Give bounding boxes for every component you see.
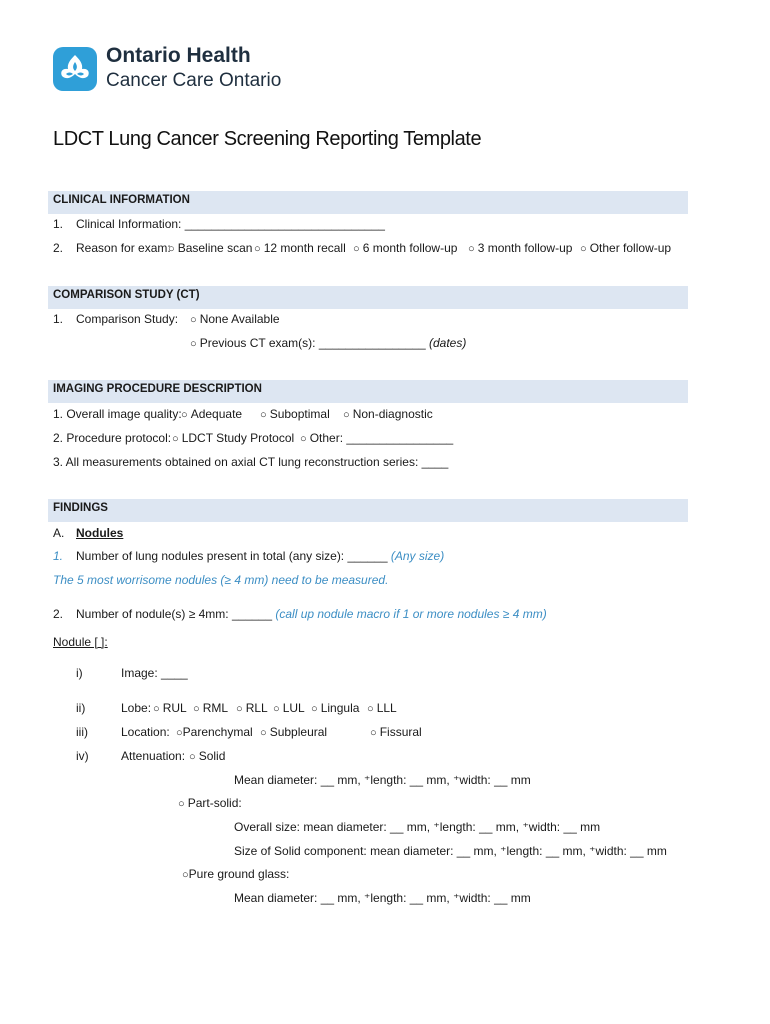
radio-icon: ○: [343, 409, 353, 421]
lobe-label: Lobe:: [121, 701, 152, 715]
roman-numeral: iv): [76, 749, 89, 763]
protocol-option-ldct[interactable]: ○ LDCT Study Protocol: [172, 431, 295, 445]
radio-icon: ○: [260, 409, 270, 421]
location-option-fissural[interactable]: ○ Fissural: [370, 725, 422, 739]
quality-option-adequate[interactable]: ○ Adequate: [181, 407, 243, 421]
measurement-note: The 5 most worrisome nodules (≥ 4 mm) need to be measured.: [53, 573, 389, 587]
radio-icon: ○: [260, 727, 270, 739]
item-number: 1.: [53, 312, 64, 326]
location-option-parenchymal[interactable]: ○Parenchymal: [176, 725, 253, 739]
ground-glass-mean-diameter-field[interactable]: Mean diameter: __ mm, ⁺length: __ mm, ⁺width: __ mm: [234, 891, 531, 905]
section-header: FINDINGS: [53, 502, 108, 514]
section-imaging-procedure: [48, 380, 688, 403]
image-field[interactable]: Image: ____: [121, 666, 188, 680]
ontario-health-logo: [53, 47, 97, 91]
section-header: IMAGING PROCEDURE DESCRIPTION: [53, 383, 262, 395]
item-number: 2.: [53, 241, 64, 255]
radio-icon: ○: [300, 433, 310, 445]
radio-icon: ○: [580, 243, 590, 255]
radio-icon: ○: [189, 751, 199, 763]
any-size-hint: (Any size): [390, 549, 445, 563]
quality-option-suboptimal[interactable]: ○ Suboptimal: [260, 407, 330, 421]
location-label: Location:: [121, 725, 170, 739]
nodule-label: Nodule [ ]:: [53, 635, 108, 649]
dates-hint: (dates): [428, 336, 467, 350]
radio-icon: ○: [367, 703, 377, 715]
part-solid-overall-size-field[interactable]: Overall size: mean diameter: __ mm, ⁺length: __ mm, ⁺width: __ mm: [234, 820, 601, 834]
measurements-series-field[interactable]: 3. All measurements obtained on axial CT lung reconstruction series: ____: [53, 455, 449, 469]
radio-icon: ○: [168, 243, 178, 255]
radio-icon: ○: [193, 703, 203, 715]
attenuation-option-part-solid[interactable]: ○ Part-solid:: [178, 796, 242, 810]
protocol-option-other[interactable]: ○ Other: ________________: [300, 431, 454, 445]
lobe-option-rll[interactable]: ○ RLL: [236, 701, 268, 715]
radio-icon: ○: [236, 703, 246, 715]
radio-icon: ○: [190, 314, 200, 326]
roman-numeral: iii): [76, 725, 88, 739]
section-clinical-information: [48, 191, 688, 214]
radio-icon: ○: [311, 703, 321, 715]
image-quality-label: 1. Overall image quality:: [53, 407, 182, 421]
clinical-information-field[interactable]: Clinical Information: ______________________________: [76, 217, 385, 231]
comparison-option-previous[interactable]: ○ Previous CT exam(s): ________________ (dates): [190, 336, 467, 350]
radio-icon: ○: [254, 243, 264, 255]
radio-icon: ○: [353, 243, 363, 255]
radio-icon: ○: [181, 409, 191, 421]
quality-option-nondiagnostic[interactable]: ○ Non-diagnostic: [343, 407, 433, 421]
roman-numeral: i): [76, 666, 83, 680]
comparison-option-none[interactable]: ○ None Available: [190, 312, 280, 326]
brand-subname: Cancer Care Ontario: [106, 70, 282, 91]
lobe-option-rml[interactable]: ○ RML: [193, 701, 229, 715]
radio-icon: ○: [190, 338, 200, 350]
attenuation-option-pure-ground-glass[interactable]: ○Pure ground glass:: [182, 867, 290, 881]
brand-name: Ontario Health: [106, 44, 251, 67]
section-findings: [48, 499, 688, 522]
attenuation-label: Attenuation:: [121, 749, 186, 763]
item-number: 1.: [53, 217, 64, 231]
radio-icon: ○: [153, 703, 163, 715]
subsection-nodules: Nodules: [76, 526, 124, 540]
reason-option-3-month[interactable]: ○ 3 month follow-up: [468, 241, 573, 255]
macro-hint: (call up nodule macro if 1 or more nodules ≥ 4 mm): [275, 607, 547, 621]
solid-component-size-field[interactable]: Size of Solid component: mean diameter: __ mm, ⁺length: __ mm, ⁺width: __ mm: [234, 844, 667, 858]
roman-numeral: ii): [76, 701, 86, 715]
lobe-option-rul[interactable]: ○ RUL: [153, 701, 187, 715]
radio-icon: ○: [370, 727, 380, 739]
radio-icon: ○: [178, 798, 188, 810]
nodule-count-field[interactable]: Number of lung nodules present in total (any size): ______ (Any size): [76, 549, 445, 563]
reason-option-other[interactable]: ○ Other follow-up: [580, 241, 672, 255]
solid-mean-diameter-field[interactable]: Mean diameter: __ mm, ⁺length: __ mm, ⁺width: __ mm: [234, 773, 531, 787]
document-title: LDCT Lung Cancer Screening Reporting Template: [53, 128, 482, 150]
item-number: 2.: [53, 607, 64, 621]
reason-for-exam-label: Reason for exam:: [76, 241, 171, 255]
lobe-option-lll[interactable]: ○ LLL: [367, 701, 397, 715]
item-number: 1.: [53, 549, 64, 563]
reason-option-6-month[interactable]: ○ 6 month follow-up: [353, 241, 458, 255]
reason-option-baseline[interactable]: ○ Baseline scan: [168, 241, 253, 255]
section-comparison-study: [48, 286, 688, 309]
lobe-option-lingula[interactable]: ○ Lingula: [311, 701, 360, 715]
reason-option-12-month[interactable]: ○ 12 month recall: [254, 241, 346, 255]
section-header: COMPARISON STUDY (CT): [53, 289, 200, 301]
location-option-subpleural[interactable]: ○ Subpleural: [260, 725, 328, 739]
radio-icon: ○: [182, 869, 189, 881]
lobe-option-lul[interactable]: ○ LUL: [273, 701, 305, 715]
radio-icon: ○: [176, 727, 183, 739]
radio-icon: ○: [468, 243, 478, 255]
radio-icon: ○: [172, 433, 182, 445]
nodules-4mm-field[interactable]: Number of nodule(s) ≥ 4mm: ______ (call up nodule macro if 1 or more nodules ≥ 4 mm): [76, 607, 547, 621]
subsection-letter: A.: [53, 526, 65, 540]
attenuation-option-solid[interactable]: ○ Solid: [189, 749, 226, 763]
procedure-protocol-label: 2. Procedure protocol:: [53, 431, 172, 445]
comparison-study-label: Comparison Study:: [76, 312, 179, 326]
radio-icon: ○: [273, 703, 283, 715]
section-header: CLINICAL INFORMATION: [53, 194, 190, 206]
